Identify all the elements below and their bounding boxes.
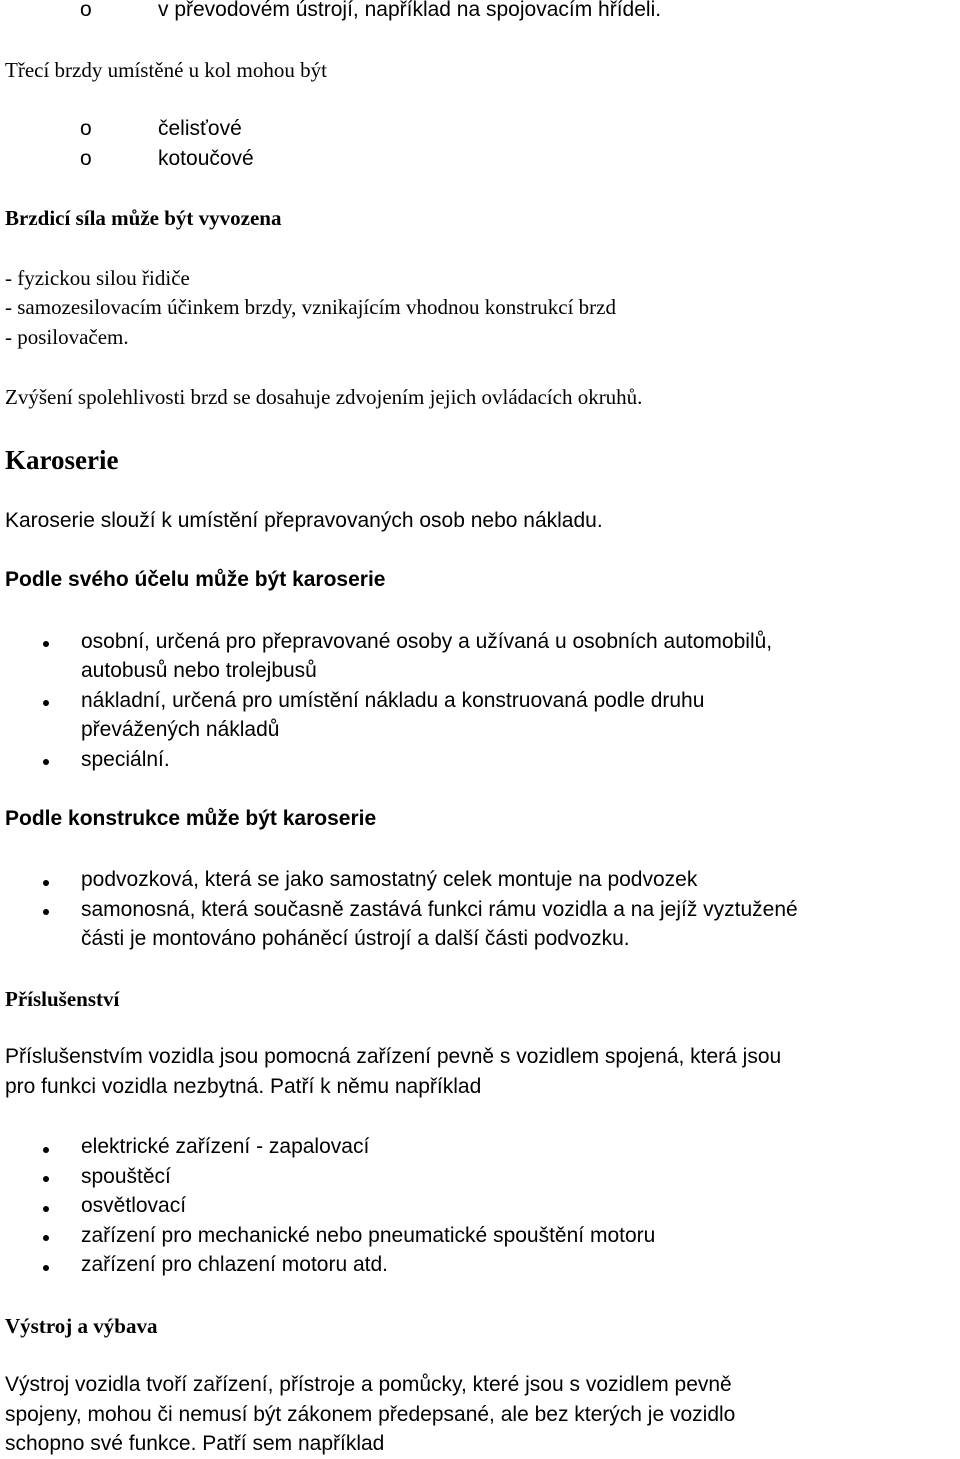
list-item-continuation: části je montováno poháněcí ústrojí a další části podvozku. bbox=[81, 927, 630, 950]
bullet bbox=[43, 1235, 49, 1241]
text-line: - posilovačem. bbox=[5, 325, 129, 349]
bullet bbox=[43, 700, 49, 706]
list-item: samonosná, která současně zastává funkci rámu vozidla a na jejíž vyztužené bbox=[81, 898, 798, 921]
paragraph: Karoserie slouží k umístění přepravovaných osob nebo nákladu. bbox=[5, 509, 603, 532]
list-item: elektrické zařízení - zapalovací bbox=[81, 1135, 370, 1158]
list-marker: o bbox=[80, 147, 92, 170]
text-line: Výstroj vozidla tvoří zařízení, přístroje a pomůcky, které jsou s vozidlem pevně bbox=[5, 1373, 732, 1396]
bullet bbox=[43, 880, 49, 886]
section-subheading: Brzdicí síla může být vyvozena bbox=[5, 206, 282, 230]
bullet bbox=[43, 1147, 49, 1153]
list-item: nákladní, určená pro umístění nákladu a konstruovaná podle druhu bbox=[81, 689, 705, 712]
section-heading: Příslušenství bbox=[5, 987, 120, 1011]
section-subheading: Podle konstrukce může být karoserie bbox=[5, 807, 377, 830]
list-item-continuation: autobusů nebo trolejbusů bbox=[81, 659, 317, 682]
text-line: - samozesilovacím účinkem brzdy, vznikajícím vhodnou konstrukcí brzd bbox=[5, 295, 616, 319]
list-item: čelisťové bbox=[158, 117, 242, 140]
section-heading: Výstroj a výbava bbox=[5, 1314, 158, 1338]
section-heading: Karoserie bbox=[5, 445, 119, 475]
paragraph: Zvýšení spolehlivosti brzd se dosahuje zdvojením jejich ovládacích okruhů. bbox=[5, 385, 643, 409]
list-marker: o bbox=[80, 117, 92, 140]
bullet bbox=[43, 641, 49, 647]
paragraph: Třecí brzdy umístěné u kol mohou být bbox=[5, 58, 327, 82]
bullet bbox=[43, 1206, 49, 1212]
list-item: podvozková, která se jako samostatný celek montuje na podvozek bbox=[81, 868, 698, 891]
bullet bbox=[43, 1265, 49, 1271]
list-item: zařízení pro mechanické nebo pneumatické spouštění motoru bbox=[81, 1224, 656, 1247]
section-subheading: Podle svého účelu může být karoserie bbox=[5, 568, 386, 591]
list-marker: o bbox=[80, 0, 92, 21]
bullet bbox=[43, 759, 49, 765]
text-line: Příslušenstvím vozidla jsou pomocná zařízení pevně s vozidlem spojená, která jsou bbox=[5, 1045, 782, 1068]
bullet bbox=[43, 909, 49, 915]
list-item: v převodovém ústrojí, například na spojovacím hřídeli. bbox=[158, 0, 662, 21]
list-item: spouštěcí bbox=[81, 1165, 171, 1188]
list-item: speciální. bbox=[81, 748, 170, 771]
list-item: osvětlovací bbox=[81, 1194, 187, 1217]
text-line: schopno své funkce. Patří sem například bbox=[5, 1432, 385, 1455]
text-line: - fyzickou silou řidiče bbox=[5, 266, 190, 290]
list-item: kotoučové bbox=[158, 147, 254, 170]
list-item: zařízení pro chlazení motoru atd. bbox=[81, 1253, 388, 1276]
list-item: osobní, určená pro přepravované osoby a užívaná u osobních automobilů, bbox=[81, 630, 773, 653]
text-line: pro funkci vozidla nezbytná. Patří k němu například bbox=[5, 1075, 482, 1098]
text-line: spojeny, mohou či nemusí být zákonem předepsané, ale bez kterých je vozidlo bbox=[5, 1403, 736, 1426]
list-item-continuation: převážených nákladů bbox=[81, 718, 280, 741]
bullet bbox=[43, 1176, 49, 1182]
